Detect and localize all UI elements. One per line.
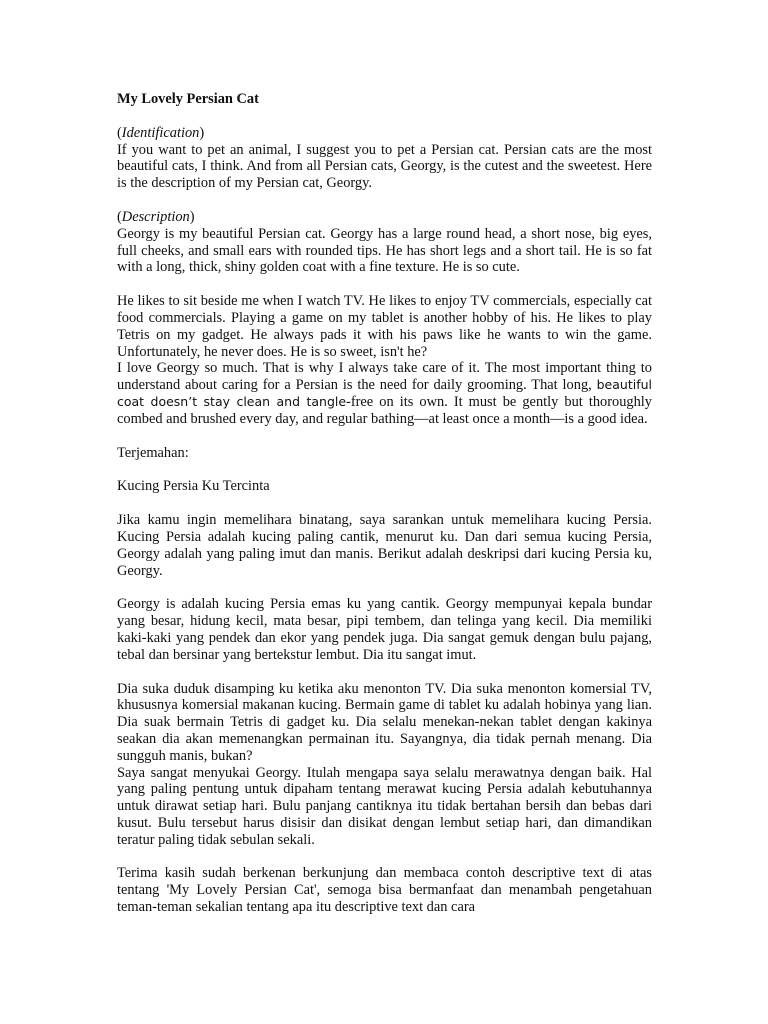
spacer bbox=[117, 579, 652, 596]
translation-paragraph-2: Georgy is adalah kucing Persia emas ku yang cantik. Georgy mempunyai kepala bundar yang besar, hidung kecil, mata besar, pipi tembem, dan telinga yang kecil. Dia memiliki kaki-kaki yang pendek dan ekor yang pendek juga. Dia sangat gemuk dengan bulu pajang, tebal dan bersinar yang bertekstur lembut. Dia itu sangat imut. bbox=[117, 596, 652, 663]
spacer bbox=[117, 108, 652, 125]
spacer bbox=[117, 461, 652, 478]
description-label: (Description) bbox=[117, 208, 195, 225]
paragraph-grooming bbox=[117, 360, 652, 427]
identification-paragraph: If you want to pet an animal, I suggest you to pet a Persian cat. Persian cats are the most beautiful cats, I think. And from all Persian cats, Georgy, is the cutest and the sweetest. Here is the description of my Persian cat, Georgy. bbox=[117, 141, 652, 192]
translation-paragraph-1: Jika kamu ingin memelihara binatang, saya sarankan untuk memelihara kucing Persia. Kucing Persia adalah kucing paling cantik, menurut ku. Dan dari semua kucing Persia, Georgy adalah yang paling imut dan manis. Berikut adalah deskripsi dari kucing Persia ku, Georgy. bbox=[117, 512, 652, 579]
spacer bbox=[117, 192, 652, 209]
spacer bbox=[117, 276, 652, 293]
translation-paragraph-3: Dia suka duduk disamping ku ketika aku menonton TV. Dia suka menonton komersial TV, khususnya komersial makanan kucing. Bermain game di tablet ku adalah hobinya yang lian. Dia suak bermain Tetris di gadget ku. Dia selalu menekan-nekan tablet dengan kakinya seakan dia akan memenangkan permainan itu. Sayangnya, dia tidak pernah menang. Dia sungguh manis, bukan? bbox=[117, 680, 652, 764]
spacer bbox=[117, 664, 652, 681]
translation-paragraph-4: Saya sangat menyukai Georgy. Itulah mengapa saya selalu merawatnya dengan baik. Hal yang paling pentung untuk dipaham tentang merawat kucing Persia adalah kebutuhannya untuk dirawat setiap hari. Bulu panjang cantiknya itu tidak bertahan bersih dan bebas dari kusut. Bulu tersebut harus disisir dan disikat dengan lembut setiap hari, dan dimandikan teratur paling tidak sebulan sekali. bbox=[117, 764, 652, 848]
description-paragraph: Georgy is my beautiful Persian cat. Georgy has a large round head, a short nose, big eyes, full cheeks, and small ears with rounded tips. He has short legs and a short tail. He is so fat with a long, thick, shiny golden coat with a fine texture. He is so cute. bbox=[117, 225, 652, 276]
document-title: My Lovely Persian Cat bbox=[117, 91, 259, 107]
spacer bbox=[117, 428, 652, 445]
spacer bbox=[117, 495, 652, 512]
paragraph-grooming-end: -free on its own. It must be gently but thoroughly combed and brushed every day, and regular bathing—at least once a month—is a good idea. bbox=[117, 393, 652, 427]
spacer bbox=[117, 848, 652, 865]
paragraph-hobbies: He likes to sit beside me when I watch TV. He likes to enjoy TV commercials, especially cat food commercials. Playing a game on my tablet is another hobby of his. He likes to play Tetris on my gadget. He always pads it with his paws like he wants to win the game. Unfortunately, he never does. He is so sweet, isn't he? bbox=[117, 293, 652, 360]
paragraph-grooming-snip: beautiful coat doesn’t stay clean and tangle bbox=[117, 377, 652, 409]
closing-paragraph: Terima kasih sudah berkenan berkunjung dan membaca contoh descriptive text di atas tentang 'My Lovely Persian Cat', semoga bisa bermanfaat dan menambah pengetahuan teman-teman sekalian tentang apa itu descriptive text dan cara bbox=[117, 865, 652, 916]
identification-label: (Identification) bbox=[117, 124, 205, 141]
translation-heading: Terjemahan: bbox=[117, 444, 189, 461]
identification-label-text: Identification bbox=[121, 124, 200, 141]
document-page bbox=[117, 91, 652, 916]
paragraph-grooming-start: I love Georgy so much. That is why I always take care of it. The most important thing to understand about caring for a Persian is the need for daily grooming. That long, bbox=[117, 360, 652, 394]
translation-title: Kucing Persia Ku Tercinta bbox=[117, 478, 270, 495]
description-label-text: Description bbox=[121, 208, 190, 225]
